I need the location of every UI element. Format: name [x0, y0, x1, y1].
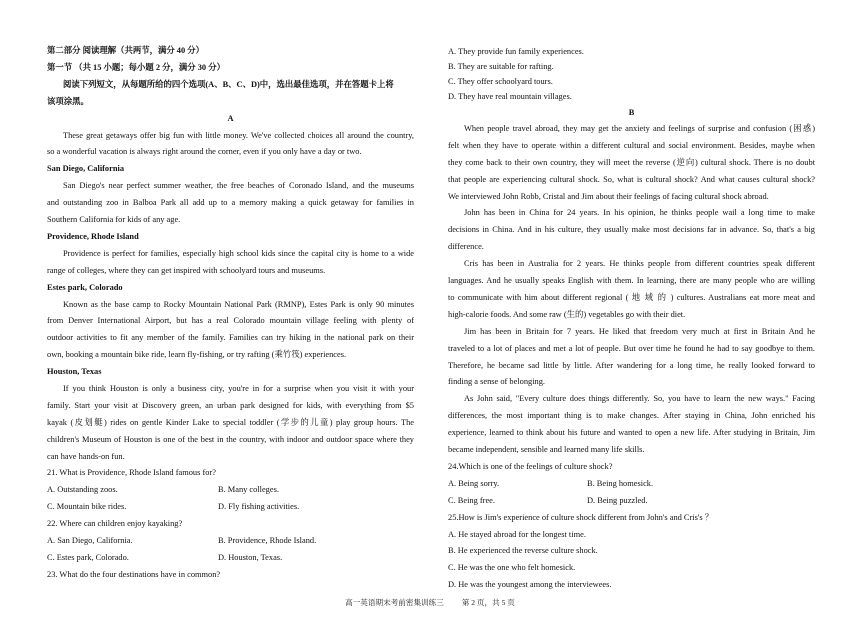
question-22: 22. Where can children enjoy kayaking?: [47, 519, 183, 529]
estes-park-line: Known as the base camp to Rocky Mountain National Park (RMNP), Estes Park is only 90 minutes: [63, 299, 414, 309]
q21-option-b: B. Many colleges.: [218, 485, 279, 495]
q22-option-a: A. San Diego, California.: [47, 536, 133, 546]
page-footer: [0, 597, 860, 608]
passage-b-p1-line: We interviewed John Robb, Cristal and Jim about their feelings of facing cultural shock abroad.: [448, 191, 769, 201]
passage-b-p1-line: that people are experiencing cultural shock. So, what is cultural shock? And what causes cultural shock?: [448, 174, 815, 184]
q21-options-row: [47, 499, 414, 516]
passage-b-p3-line: languages. And he usually speaks English with them. In learning, there are many people who are willing: [448, 276, 815, 286]
houston-line: kayak (皮划艇) rides on gentle Kinder Lake to special toddler (学步的儿童) play group hours. The: [47, 417, 414, 427]
passage-b-p2-line: John has been in China for 24 years. In his opinion, he thinks people wail a long time to make: [464, 208, 815, 218]
passage-b-p3-line: high-calorie foods. And some raw (生的) vegetables go with their diet.: [448, 309, 686, 319]
q23-option-b: B. They are suitable for rafting.: [448, 62, 554, 71]
passage-b-p4-line: Therefore, he became sad little by little. After wandering for a long time, he really looked forward to: [448, 360, 815, 370]
passage-b-p4-line: Jim has been in Britain for 7 years. He liked that freedom very much at first in Britain And he: [464, 326, 815, 336]
left-column: [47, 43, 414, 584]
estes-park-line: from Denver International Airport, but has a real Colorado mountain village feeling with plenty of: [47, 316, 414, 326]
q25-option-d: D. He was the youngest among the interviewees.: [448, 580, 612, 590]
passage-b-p4-line: finding a sense of belonging.: [448, 377, 545, 387]
instruction-line-1: 阅读下列短文，从每题所给的四个选项(A、B、C、D)中，选出最佳选项，并在答题卡上将: [63, 79, 394, 89]
q21-options-row: [47, 482, 414, 499]
q23-option-d: D. They have real mountain villages.: [448, 92, 572, 101]
passage-b-p2-line: difference.: [448, 242, 484, 252]
q23-option-c: C. They offer schoolyard tours.: [448, 77, 553, 86]
footer-title: 高一英语期末考前密集训练三: [345, 598, 444, 607]
passage-b-p4-line: traveled to a lot of places and met a lot of people. But over time he found he had to say goodbye to them.: [448, 343, 815, 353]
estes-park-line: own, booking a mountain bike ride, learn fly-fishing, or try rafting (乘竹筏) experiences.: [47, 350, 347, 360]
part-heading: 第二部分 阅读理解（共两节，满分 40 分）: [47, 46, 205, 55]
question-25: 25.How is Jim's experience of culture shock different from John's and Cris's ？: [448, 512, 714, 522]
passage-b-p5-line: became independent, sensible and learned many life skills.: [448, 444, 645, 454]
houston-title: Houston, Texas: [47, 367, 102, 377]
passage-b-p1-line: they come back to their own country, they will meet the reverse (逆向) cultural shock. There is no doubt: [448, 157, 815, 167]
passage-a-label: A: [227, 113, 234, 123]
passage-b-p2-line: decisions in China. And in his culture, they usually make most decisions far in advance. So, that's a big: [448, 225, 815, 235]
q24-option-d: D. Being puzzled.: [587, 495, 648, 505]
right-column: [448, 44, 815, 594]
q24-option-c: C. Being free.: [448, 495, 495, 505]
san-diego-title: San Diego, California: [47, 164, 125, 174]
q22-options-row: [47, 550, 414, 567]
san-diego-line: San Diego's near perfect summer weather, the free beaches of Coronado Island, and the museums: [63, 181, 414, 191]
passage-b-p3-line: Cris has been in Australia for 2 years. He thinks people from different countries speak different: [464, 259, 815, 269]
intro-line: so a wonderful vacation is always right around the corner, even if you only have a day or two.: [47, 147, 362, 157]
q25-option-c: C. He was the one who felt homesick.: [448, 563, 576, 573]
estes-park-line: outdoor activities to fit any member of the family. Families can try hiking in the national park on their: [47, 333, 414, 343]
question-23: 23. What do the four destinations have in common?: [47, 569, 221, 579]
houston-line: children's Museum of Houston is one of the best in the country, with indoor and outdoor space where they: [47, 434, 414, 444]
q23-option-a: A. They provide fun family experiences.: [448, 47, 584, 56]
q24-option-b: B. Being homesick.: [587, 478, 654, 488]
q25-option-b: B. He experienced the reverse culture shock.: [448, 546, 598, 556]
question-21: 21. What is Providence, Rhode Island famous for?: [47, 468, 216, 478]
houston-line: If you think Houston is only a business city, you're in for a surprise when you visit it with your: [63, 384, 414, 394]
q22-option-c: C. Estes park, Colorado.: [47, 553, 129, 563]
passage-b-label: B: [628, 108, 635, 117]
q24-options-row: [448, 476, 815, 493]
q21-option-d: D. Fly fishing activities.: [218, 502, 300, 512]
san-diego-line: and outstanding zoo in Balboa Park all add up to a memory making a quick getaway for families in: [47, 198, 414, 208]
q21-option-c: C. Mountain bike rides.: [47, 502, 127, 512]
passage-b-p3-line: to communicate with him about different regional ( 地 域 的 ) cultures. Australians eat more meat and: [448, 292, 815, 302]
estes-park-title: Estes park, Colorado: [47, 282, 123, 292]
houston-line: family. Start your visit at Discovery green, an urban park designed for kids, with everything from $5: [47, 400, 414, 410]
question-24: 24.Which is one of the feelings of culture shock?: [448, 461, 613, 471]
q21-option-a: A. Outstanding zoos.: [47, 485, 118, 495]
providence-title: Providence, Rhode Island: [47, 231, 139, 241]
q25-option-a: A. He stayed abroad for the longest time.: [448, 529, 586, 539]
passage-b-p5-line: differences, the most important thing is to make changes. After staying in China, John enriched his: [448, 411, 815, 421]
q22-option-b: B. Providence, Rhode Island.: [218, 536, 317, 546]
q22-option-d: D. Houston, Texas.: [218, 553, 283, 563]
q22-options-row: [47, 533, 414, 550]
section-heading: 第一节 （共 15 小题；每小题 2 分，满分 30 分）: [47, 62, 225, 72]
passage-b-p5-line: experience, learned to think about his future and wanted to open a new life. After studying in Britain, Jim: [448, 428, 815, 438]
intro-line: These great getaways offer big fun with little money. We've collected choices all around the country,: [63, 130, 414, 140]
q24-options-row: [448, 493, 815, 510]
passage-b-p1-line: When people travel abroad, they may get the anxiety and feelings of surprise and confusion (困惑): [464, 124, 815, 133]
passage-b-p5-line: As John said, "Every culture does things differently. So, you have to learn the new ways." Facing: [464, 394, 815, 404]
houston-line: can have hands-on fun.: [47, 451, 125, 461]
instruction-line-2: 该项涂黑。: [47, 96, 89, 106]
san-diego-line: Southern California for kids of any age.: [47, 215, 181, 225]
providence-line: range of colleges, where they can get inspired with schoolyard tours and museums.: [47, 265, 326, 275]
passage-b-p1-line: felt when they have to operate within a different cultural and social environment. Besides, maybe when: [448, 140, 815, 150]
q24-option-a: A. Being sorry.: [448, 478, 500, 488]
footer-page-number: 第 2 页，共 5 页: [461, 598, 515, 607]
providence-line: Providence is perfect for families, especially high school kids since the capital city is home to a wide: [63, 248, 414, 258]
